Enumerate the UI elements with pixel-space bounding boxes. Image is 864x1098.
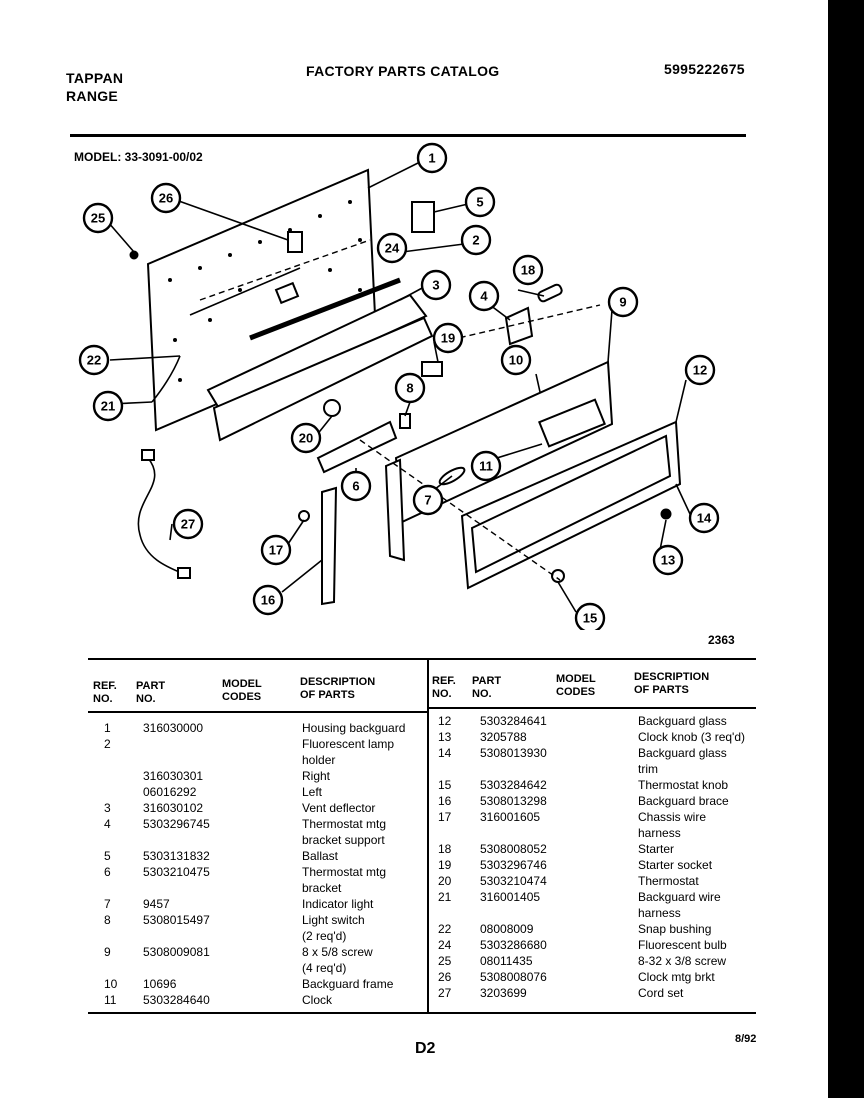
callout-11: [472, 452, 500, 480]
table-cell-desc: Vent deflector: [302, 801, 376, 815]
table-cell-desc: Left: [302, 785, 323, 799]
table-top-rule: [88, 658, 756, 660]
table-cell-desc: Right: [302, 769, 331, 783]
leader-line: [558, 582, 576, 612]
table-cell-part: 5308015497: [143, 913, 210, 927]
table-cell-ref: 4: [104, 817, 111, 831]
table-cell-desc: holder: [302, 753, 336, 767]
header-desc-line1: DESCRIPTION: [300, 676, 376, 688]
header-desc: [300, 676, 375, 702]
callout-1: [418, 144, 446, 172]
table-cell-desc: Clock mtg brkt: [638, 970, 715, 984]
brand-label: TAPPAN: [66, 70, 124, 86]
table-cell-ref: 22: [438, 922, 452, 936]
header-part-right: [472, 675, 501, 701]
table-cell-ref: 8: [104, 913, 111, 927]
table-cell-ref: 7: [104, 897, 111, 911]
cord-plug: [142, 450, 154, 460]
table-cell-part: 10696: [143, 977, 177, 991]
table-header-rule-right: [428, 707, 756, 709]
table-cell-ref: 21: [438, 890, 452, 904]
svg-text:13: 13: [660, 552, 676, 568]
table-cell-desc: Clock: [302, 993, 333, 1007]
header-ref: [93, 680, 117, 706]
table-cell-part: 3203699: [480, 986, 527, 1000]
callout-26: [152, 184, 180, 212]
product-label: RANGE: [66, 88, 119, 104]
svg-text:9: 9: [619, 294, 627, 310]
svg-text:25: 25: [90, 210, 106, 226]
header-part-right-line2: NO.: [472, 688, 492, 700]
table-cell-ref: 13: [438, 730, 452, 744]
header-ref-right-line2: NO.: [432, 688, 452, 700]
table-cell-desc: Backguard glass: [638, 746, 727, 760]
svg-text:5: 5: [476, 194, 484, 210]
leader-line: [282, 560, 322, 592]
clock-knob: [661, 509, 671, 519]
table-cell-ref: 5: [104, 849, 111, 863]
table-header-rule-left: [88, 711, 428, 713]
table-cell-desc: Starter socket: [638, 858, 713, 872]
table-cell-ref: 14: [438, 746, 452, 760]
cord-end: [178, 568, 190, 578]
callout-25: [84, 204, 112, 232]
table-cell-ref: 11: [104, 993, 117, 1007]
table-cell-part: 5303210475: [143, 865, 210, 879]
callout-10: [502, 346, 530, 374]
table-cell-part: 5303296745: [143, 817, 210, 831]
table-cell-desc: harness: [638, 826, 681, 840]
table-cell-part: 3205788: [480, 730, 527, 744]
document-number: 5995222675: [664, 61, 745, 77]
table-center-divider: [427, 660, 429, 1012]
callout-8: [396, 374, 424, 402]
header-model-right-line1: MODEL: [556, 673, 596, 685]
table-cell-desc: Backguard frame: [302, 977, 394, 991]
leader-line: [608, 310, 612, 362]
table-cell-desc: Snap bushing: [638, 922, 712, 936]
table-cell-ref: 20: [438, 874, 452, 888]
table-cell-part: 316030301: [143, 769, 204, 783]
table-cell-part: 08011435: [480, 954, 533, 968]
table-cell-part: 06016292: [143, 785, 197, 799]
callout-16: [254, 586, 282, 614]
diagram-number: 2363: [708, 633, 735, 647]
header-model-line1: MODEL: [222, 678, 262, 690]
table-cell-part: 5308008076: [480, 970, 547, 984]
table-cell-ref: 2: [104, 737, 111, 751]
svg-text:1: 1: [428, 150, 436, 166]
svg-text:3: 3: [432, 277, 440, 293]
table-cell-ref: 6: [104, 865, 111, 879]
table-cell-part: 5303296746: [480, 858, 547, 872]
table-cell-ref: 10: [104, 977, 118, 991]
table-cell-desc: Indicator light: [302, 897, 374, 911]
table-cell-desc: (4 req'd): [302, 961, 347, 975]
svg-text:19: 19: [440, 330, 456, 346]
svg-text:15: 15: [582, 610, 598, 626]
svg-text:20: 20: [298, 430, 314, 446]
leader-line: [676, 484, 690, 514]
table-bottom-rule: [88, 1012, 756, 1014]
svg-text:2: 2: [472, 232, 480, 248]
table-cell-desc: Thermostat knob: [638, 778, 729, 792]
svg-text:10: 10: [508, 352, 524, 368]
thermostat-knob: [552, 570, 564, 582]
table-cell-desc: Cord set: [638, 986, 684, 1000]
table-cell-ref: 15: [438, 778, 452, 792]
callout-19: [434, 324, 462, 352]
table-cell-desc: Thermostat mtg: [302, 865, 387, 879]
screw-25: [130, 251, 138, 259]
table-cell-part: 316001605: [480, 810, 541, 824]
table-cell-part: 5308013298: [480, 794, 547, 808]
header-model-right: [556, 673, 596, 699]
table-cell-part: 5308013930: [480, 746, 547, 760]
model-label: MODEL: 33-3091-00/02: [74, 150, 203, 164]
svg-text:22: 22: [86, 352, 102, 368]
table-cell-ref: 9: [104, 945, 111, 959]
thermostat-mtg-bracket: [318, 422, 396, 472]
table-cell-ref: 12: [438, 714, 452, 728]
header-ref-line1: REF.: [93, 680, 117, 692]
table-cell-part: 5308009081: [143, 945, 210, 959]
svg-text:6: 6: [352, 478, 360, 494]
svg-text:24: 24: [384, 240, 400, 256]
svg-text:21: 21: [100, 398, 116, 414]
ballast: [412, 202, 434, 232]
header-model: [222, 678, 262, 704]
starter: [537, 283, 563, 302]
table-cell-desc: Backguard brace: [638, 794, 729, 808]
light-switch: [400, 414, 410, 428]
leader-line: [170, 524, 172, 540]
header-ref-line2: NO.: [93, 693, 113, 705]
callout-13: [654, 546, 682, 574]
header-desc-right-line1: DESCRIPTION: [634, 671, 710, 683]
table-cell-desc: 8 x 5/8 screw: [302, 945, 373, 959]
table-cell-part: 9457: [143, 897, 170, 911]
table-cell-part: 316001405: [480, 890, 541, 904]
table-cell-ref: 24: [438, 938, 452, 952]
svg-text:18: 18: [520, 262, 536, 278]
table-cell-part: 5303284641: [480, 714, 547, 728]
header-part-right-line1: PART: [472, 675, 502, 687]
svg-text:14: 14: [696, 510, 712, 526]
callout-15: [576, 604, 604, 630]
table-cell-ref: 18: [438, 842, 452, 856]
table-cell-ref: 26: [438, 970, 452, 984]
callout-21: [94, 392, 122, 420]
table-cell-part: 316030102: [143, 801, 204, 815]
table-cell-ref: 1: [104, 721, 111, 735]
table-cell-part: 316030000: [143, 721, 204, 735]
table-cell-desc: Housing backguard: [302, 721, 406, 735]
table-cell-desc: Backguard wire: [638, 890, 721, 904]
table-cell-ref: 16: [438, 794, 452, 808]
leader-line: [108, 222, 134, 252]
clock-mtg-bracket: [288, 232, 302, 252]
callout-7: [414, 486, 442, 514]
header-part: [136, 680, 165, 706]
callout-2: [462, 226, 490, 254]
table-cell-part: 08008009: [480, 922, 534, 936]
header-part-line2: NO.: [136, 693, 156, 705]
callout-18: [514, 256, 542, 284]
table-cell-desc: Fluorescent bulb: [638, 938, 727, 952]
table-cell-desc: Fluorescent lamp: [302, 737, 395, 751]
table-cell-desc: Light switch: [302, 913, 365, 927]
revision-date: 8/92: [735, 1033, 757, 1045]
table-cell-ref: 27: [438, 986, 452, 1000]
table-cell-part: 5303286680: [480, 938, 547, 952]
catalog-title: FACTORY PARTS CATALOG: [306, 63, 500, 79]
table-cell-ref: 25: [438, 954, 452, 968]
table-cell-part: 5303284640: [143, 993, 210, 1007]
table-cell-ref: 17: [438, 810, 452, 824]
leader-line: [402, 244, 464, 252]
thermostat: [324, 400, 340, 416]
header-rule: [70, 134, 746, 137]
svg-text:11: 11: [479, 458, 493, 474]
header-desc-right: [634, 671, 709, 697]
table-cell-desc: trim: [638, 762, 658, 776]
header-model-line2: CODES: [222, 691, 262, 703]
leader-line: [434, 204, 468, 212]
callout-12: [686, 356, 714, 384]
table-cell-desc: Starter: [638, 842, 675, 856]
header-part-line1: PART: [136, 680, 166, 692]
header-ref-right-line1: REF.: [432, 675, 456, 687]
svg-text:7: 7: [424, 492, 432, 508]
callout-20: [292, 424, 320, 452]
header-ref-right: [432, 675, 456, 701]
callout-27: [174, 510, 202, 538]
table-cell-ref: 3: [104, 801, 111, 815]
table-cell-desc: Thermostat mtg: [302, 817, 387, 831]
leader-line: [288, 520, 304, 544]
callout-3: [422, 271, 450, 299]
leader-line: [536, 374, 540, 392]
callout-6: [342, 472, 370, 500]
table-cell-desc: (2 req'd): [302, 929, 347, 943]
scan-border: [828, 0, 864, 1098]
svg-text:8: 8: [406, 380, 414, 396]
table-cell-desc: bracket support: [302, 833, 385, 847]
table-cell-part: 5303131832: [143, 849, 210, 863]
header-model-right-line2: CODES: [556, 686, 596, 698]
table-cell-desc: Thermostat: [638, 874, 699, 888]
table-cell-desc: Clock knob (3 req'd): [638, 730, 746, 744]
svg-text:4: 4: [480, 288, 488, 304]
svg-text:16: 16: [260, 592, 276, 608]
table-cell-part: 5303284642: [480, 778, 547, 792]
table-cell-part: 5303210474: [480, 874, 547, 888]
header-desc-right-line2: OF PARTS: [634, 684, 689, 696]
table-cell-part: 5308008052: [480, 842, 547, 856]
table-cell-desc: Ballast: [302, 849, 339, 863]
callout-4: [470, 282, 498, 310]
header-desc-line2: OF PARTS: [300, 689, 355, 701]
callout-17: [262, 536, 290, 564]
svg-text:12: 12: [692, 362, 708, 378]
table-cell-desc: 8-32 x 3/8 screw: [638, 954, 727, 968]
leader-line: [368, 162, 420, 188]
backguard-brace: [322, 488, 336, 604]
exploded-parts-diagram: [60, 140, 760, 630]
page-number: D2: [415, 1040, 436, 1057]
svg-text:17: 17: [268, 542, 284, 558]
callout-22: [80, 346, 108, 374]
chassis-wire-connector: [299, 511, 309, 521]
table-cell-desc: Chassis wire: [638, 810, 707, 824]
callout-9: [609, 288, 637, 316]
callout-14: [690, 504, 718, 532]
callout-5: [466, 188, 494, 216]
table-cell-desc: harness: [638, 906, 681, 920]
table-cell-ref: 19: [438, 858, 452, 872]
starter-socket: [422, 362, 442, 376]
svg-text:27: 27: [180, 516, 196, 532]
table-cell-desc: Backguard glass: [638, 714, 727, 728]
table-cell-desc: bracket: [302, 881, 342, 895]
callout-24: [378, 234, 406, 262]
svg-text:26: 26: [158, 190, 174, 206]
leader-line: [676, 380, 686, 422]
frame-side: [386, 460, 404, 560]
